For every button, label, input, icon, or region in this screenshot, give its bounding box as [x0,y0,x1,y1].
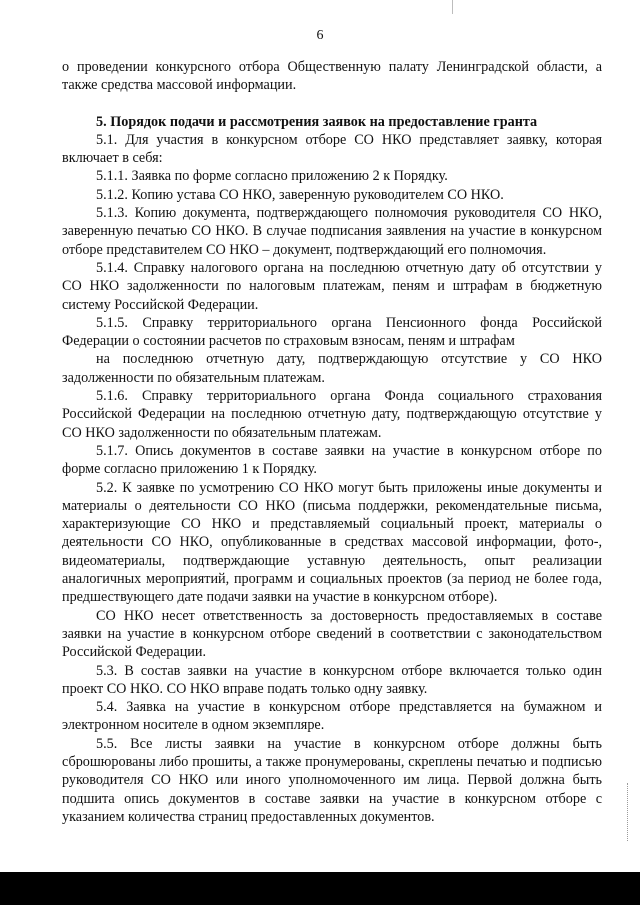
scan-artifact-top [452,0,453,14]
page-number: 6 [316,28,324,43]
scan-bottom-bar [0,872,640,905]
paragraph-5-1-5: 5.1.5. Справку территориального органа Пенсионного фонда Российской Федерации о состоянии расчетов по страховым взносам, пеням и штрафам [62,314,602,350]
intro-paragraph: о проведении конкурсного отбора Общественную палату Ленинградской области, а также средства массовой информации. [62,59,602,94]
paragraph-5-5: 5.5. Все листы заявки на участие в конкурсном отборе должны быть сброшюрованы либо прошиты, а также пронумерованы, скреплены печатью и подписью руководителя СО НКО или иного уполномоченного им лица. Первой должна быть подшита опись документов в составе заявки на участие в конкурсном отборе с указанием количества страниц предоставленных документов. [62,735,602,825]
paragraph-5-3: 5.3. В состав заявки на участие в конкурсном отборе включается только один проект СО НКО. СО НКО вправе подать только одну заявку. [62,662,602,697]
paragraph-5-1-3: 5.1.3. Копию документа, подтверждающего полномочия руководителя СО НКО, заверенную печатью СО НКО. В случае подписания заявления на участие в конкурсном отборе представителем СО НКО – документ, подтверждающий его полномочия. [62,205,602,258]
paragraph-5-1-2: 5.1.2. Копию устава СО НКО, заверенную руководителем СО НКО. [96,186,504,203]
paragraph-responsibility: СО НКО несет ответственность за достоверность предоставляемых в составе заявки на участие в конкурсном отборе сведений в соответствии с законодательством Российской Федерации. [62,607,602,661]
paragraph-5-1-5-continuation: на последнюю отчетную дату, подтверждающую отсутствие у СО НКО задолженности по обязательным платежам. [62,351,602,386]
paragraph-5-1-4: 5.1.4. Справку налогового органа на последнюю отчетную дату об отсутствии у СО НКО задолженности по налоговым платежам, пеням и штрафам в бюджетную систему Российской Федерации. [62,259,602,313]
document-body [62,58,602,826]
paragraph-5-1-7: 5.1.7. Опись документов в составе заявки на участие в конкурсном отборе по форме согласно приложению 1 к Порядку. [62,442,602,478]
paragraph-5-1-6: 5.1.6. Справку территориального органа Фонда социального страхования Российской Федерации на последнюю отчетную дату, подтверждающую отсутствие у СО НКО задолженности по обязательным платежам. [62,388,602,441]
paragraph-5-1: 5.1. Для участия в конкурсном отборе СО НКО представляет заявку, которая включает в себя: [62,131,602,167]
paragraph-5-2: 5.2. К заявке по усмотрению СО НКО могут быть приложены иные документы и материалы о деятельности СО НКО (письма поддержки, рекомендательные письма, характеризующие СО НКО и представляемый социальный проект, материалы о деятельности СО НКО, опубликованные в средствах массовой информации, фото-, видеоматериалы, подтверждающие уставную деятельность, опыт реализации аналогичных мероприятий, программ и социальных проектов (за период не более года, предшествующего дате подачи заявки на участие в конкурсном отборе). [62,479,602,606]
section-heading: 5. Порядок подачи и рассмотрения заявок на предоставление гранта [96,113,538,130]
paragraph-5-1-1: 5.1.1. Заявка по форме согласно приложению 2 к Порядку. [96,168,448,185]
paragraph-5-4: 5.4. Заявка на участие в конкурсном отборе представляется на бумажном и электронном носителе в одном экземпляре. [62,699,602,734]
scan-artifact-right [627,783,629,841]
